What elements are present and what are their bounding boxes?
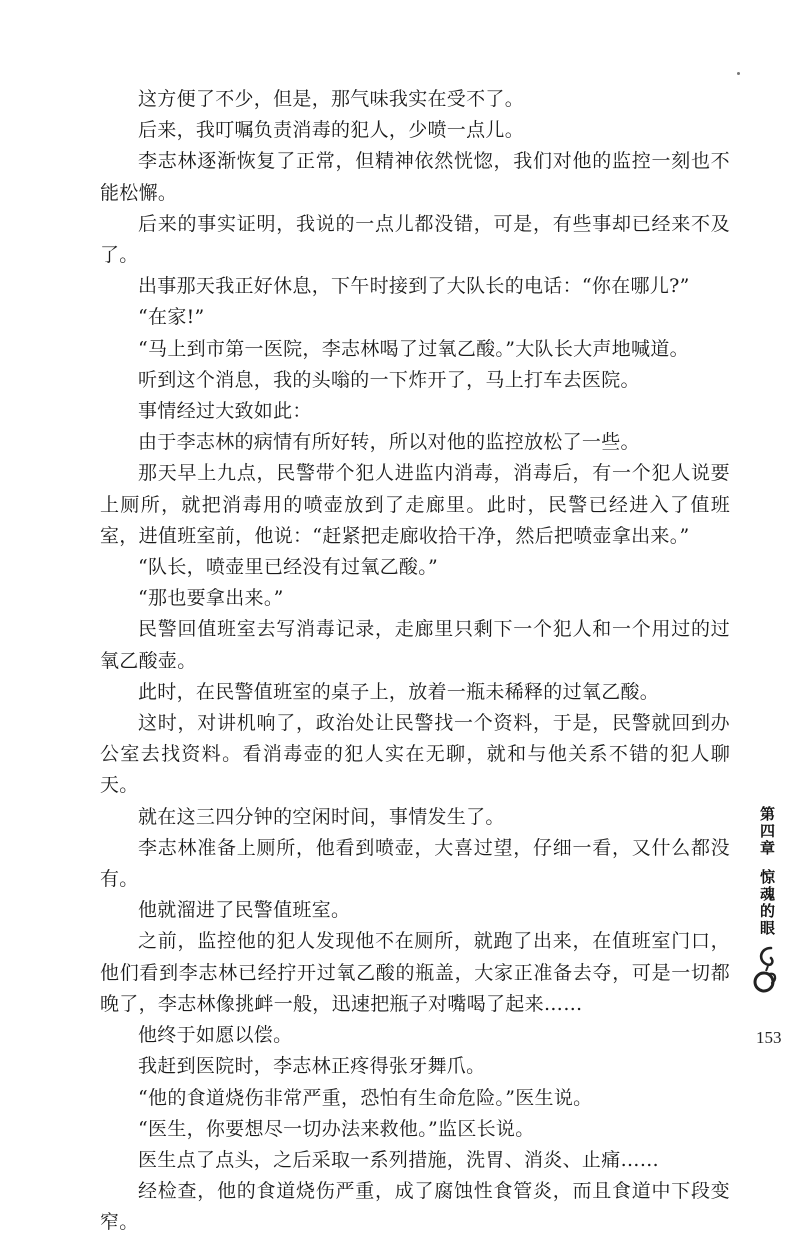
- chapter-label: 第四章: [758, 806, 776, 857]
- paragraph: 事情经过大致如此：: [138, 400, 312, 423]
- paragraph: 这方便了不少，但是，那气味我实在受不了。: [138, 88, 525, 110]
- paragraph: 他就溜进了民警值班室。: [138, 899, 351, 922]
- paragraph: 出事那天我正好休息，下午时接到了大队长的电话：“你在哪儿?”: [138, 275, 690, 298]
- paragraph: 之前，监控他的犯人发现他不在厕所，就跑了出来，在值班室门口，他们看到李志林已经拧开过氧乙酸的瓶盖，大家正准备去夺，可是一切都晚了，李志林像挑衅一般，迅速把瓶子对嘴喝了起来……: [100, 930, 730, 1015]
- chapter-title: 惊魂的眼: [758, 869, 776, 937]
- chapter-side-tab: [750, 806, 784, 995]
- paragraph: 此时，在民警值班室的桌子上，放着一瓶未稀释的过氧乙酸。: [138, 680, 660, 703]
- paragraph: 由于李志林的病情有所好转，所以对他的监控放松了一些。: [138, 431, 640, 454]
- paragraph: 李志林准备上厕所，他看到喷壶，大喜过望，仔细一看，又什么都没有。: [100, 836, 730, 891]
- paragraph: “马上到市第一医院，李志林喝了过氧乙酸。”大队长大声地喊道。: [138, 337, 689, 360]
- handcuffs-icon: [752, 945, 782, 995]
- paragraph: 那天早上九点，民警带个犯人进监内消毒，消毒后，有一个犯人说要上厕所，就把消毒用的喷壶放到了走廊里。此时，民警已经进入了值班室，进值班室前，他说：“赶紧把走廊收拾干净，然后把喷壶拿出来。”: [100, 462, 730, 547]
- scan-speck: [737, 72, 740, 75]
- paragraph: 听到这个消息，我的头嗡的一下炸开了，马上打车去医院。: [138, 368, 640, 391]
- paragraph: “医生，你要想尽一切办法来救他。”监区长说。: [138, 1117, 535, 1140]
- paragraph: “在家!”: [138, 306, 205, 329]
- body-text: [100, 84, 730, 1239]
- paragraph: 后来，我叮嘱负责消毒的犯人，少喷一点儿。: [138, 119, 525, 142]
- paragraph: 后来的事实证明，我说的一点儿都没错，可是，有些事却已经来不及了。: [100, 212, 730, 267]
- paragraph: 医生点了点头，之后采取一系列措施，洗胃、消炎、止痛……: [138, 1148, 660, 1171]
- paragraph: 经检查，他的食道烧伤严重，成了腐蚀性食管炎，而且食道中下段变窄。: [100, 1180, 730, 1234]
- paragraph: “那也要拿出来。”: [138, 587, 284, 610]
- paragraph: 这时，对讲机响了，政治处让民警找一个资料，于是，民警就回到办公室去找资料。看消毒壶的犯人实在无聊，就和与他关系不错的犯人聊天。: [100, 712, 730, 797]
- paragraph: 就在这三四分钟的空闲时间，事情发生了。: [138, 805, 505, 828]
- paragraph: “他的食道烧伤非常严重，恐怕有生命危险。”医生说。: [138, 1086, 593, 1109]
- paragraph: 李志林逐渐恢复了正常，但精神依然恍惚，我们对他的监控一刻也不能松懈。: [100, 150, 730, 204]
- paragraph: 我赶到医院时，李志林正疼得张牙舞爪。: [138, 1055, 486, 1078]
- page-number: 153: [756, 1028, 782, 1047]
- paragraph: “队长，喷壶里已经没有过氧乙酸。”: [138, 556, 439, 579]
- paragraph: 他终于如愿以偿。: [138, 1024, 293, 1047]
- paragraph: 民警回值班室去写消毒记录，走廊里只剩下一个犯人和一个用过的过氧乙酸壶。: [100, 618, 730, 672]
